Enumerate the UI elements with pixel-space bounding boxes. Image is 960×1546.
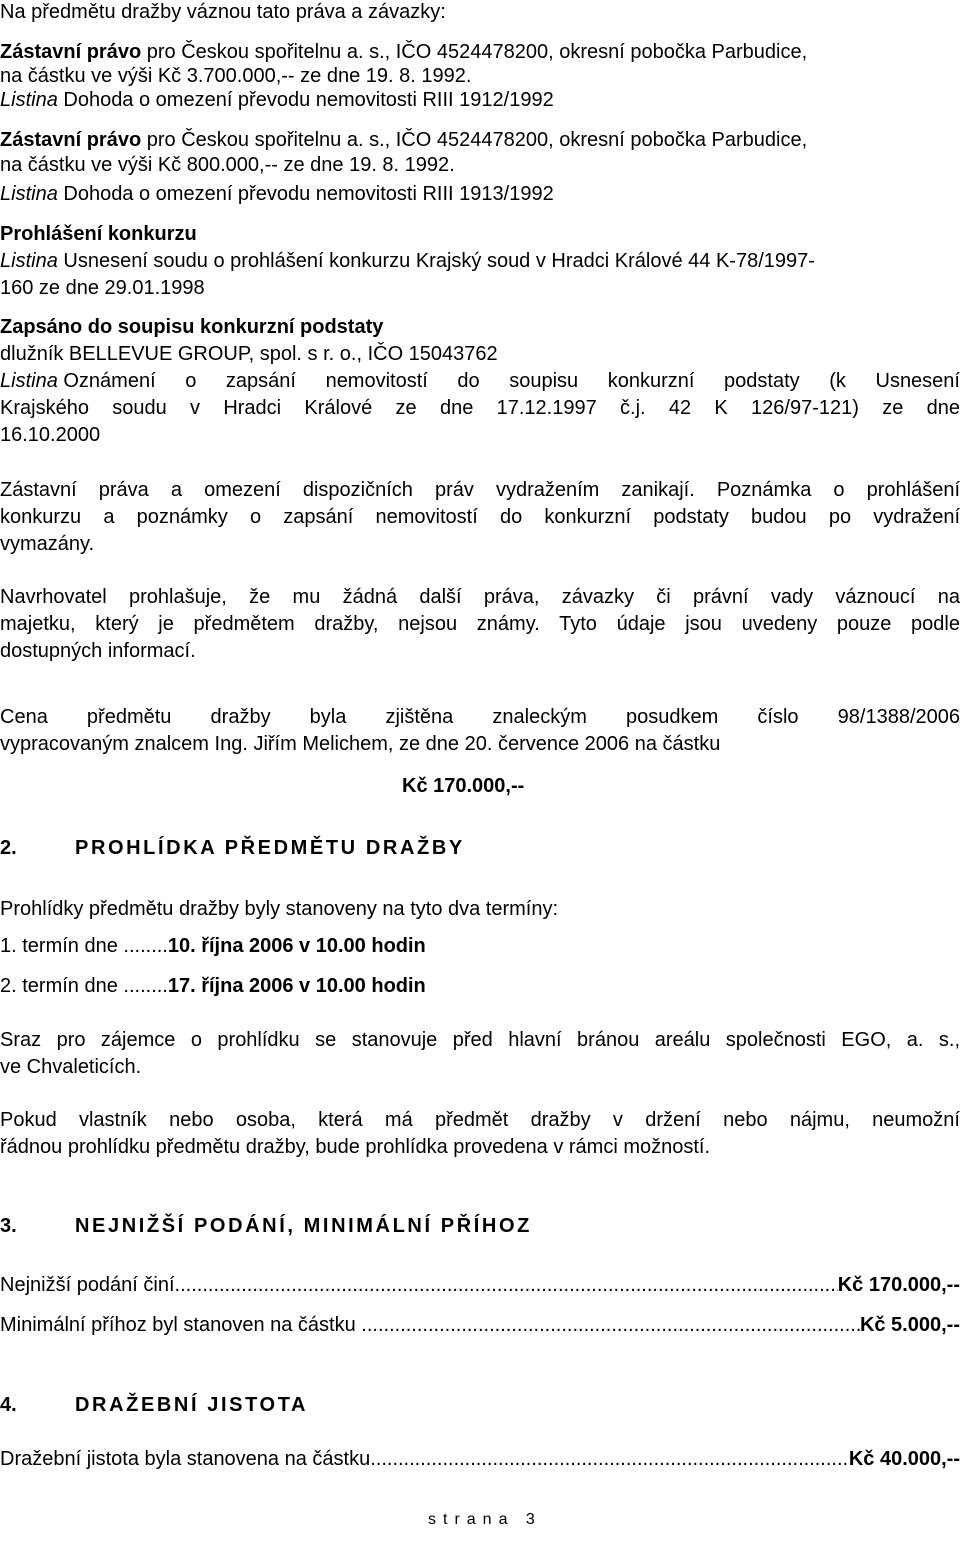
para-2-line-3: dostupných informací. xyxy=(0,640,196,662)
para-1-line-1: Zástavní práva a omezení dispozičních práv vydražením zanikají. Poznámka o prohlášení xyxy=(0,479,960,501)
estate-line-2: Krajského soudu v Hradci Králové ze dne 17.12.1997 č.j. 42 K 126/97-121) ze dne xyxy=(0,397,960,419)
bankruptcy-line-2: 160 ze dne 29.01.1998 xyxy=(0,277,205,299)
lien-2-label: Zástavní právo xyxy=(0,129,142,151)
lowest-bid-value: Kč 170.000,-- xyxy=(837,1274,960,1296)
para-3-line-2: vypracovaným znalcem Ing. Jiřím Melichem, ze dne 20. července 2006 na částku xyxy=(0,733,721,755)
estate-text-1: Oznámení o zapsání nemovitostí do soupisu konkurzní podstaty (k Usnesení xyxy=(63,370,960,392)
term-dots: ........ xyxy=(123,975,168,997)
section-title: DRAŽEBNÍ JISTOTA xyxy=(75,1394,309,1416)
listina-label: Listina xyxy=(0,89,58,111)
para-2-line-1: Navrhovatel prohlašuje, že mu žádná další práva, závazky či právní vady váznoucí na xyxy=(0,586,960,608)
estate-debtor: dlužník BELLEVUE GROUP, spol. s r. o., IČO 15043762 xyxy=(0,343,498,365)
listina-text: Dohoda o omezení převodu nemovitosti RIII 1913/1992 xyxy=(63,183,554,205)
lien-2-text: pro Českou spořitelnu a. s., IČO 4524478200, okresní pobočka Parbudice, xyxy=(146,129,808,151)
term-label: 2. termín dne xyxy=(0,975,118,997)
lien-1-label: Zástavní právo xyxy=(0,41,142,63)
lowest-bid-row xyxy=(0,1273,960,1297)
intro-text: Na předmětu dražby váznou tato práva a závazky: xyxy=(0,1,446,23)
bankruptcy-heading: Prohlášení konkurzu xyxy=(0,223,197,245)
lowest-bid-label: Nejnižší podání činí xyxy=(0,1274,175,1296)
estate-line-3: 16.10.2000 xyxy=(0,424,101,446)
lien-1-listina xyxy=(0,88,554,112)
para-2-line-2: majetku, který je předmětem dražby, nejsou známy. Tyto údaje jsou uvedeny pouze podle xyxy=(0,613,960,635)
deposit-value: Kč 40.000,-- xyxy=(848,1448,960,1470)
lien-2-line-1 xyxy=(0,128,807,152)
deposit-label: Dražební jistota byla stanovena na částku xyxy=(0,1448,371,1470)
meeting-line-2: ve Chvaleticích. xyxy=(0,1056,142,1078)
lien-2-line-2: na částku ve výši Kč 800.000,-- ze dne 19. 8. 1992. xyxy=(0,154,455,176)
estate-line-1 xyxy=(0,369,960,393)
lien-1-text: pro Českou spořitelnu a. s., IČO 4524478200, okresní pobočka Parbudice, xyxy=(146,41,808,63)
deposit-row xyxy=(0,1447,960,1471)
para-1-line-3: vymazány. xyxy=(0,533,95,555)
inspection-term-1 xyxy=(0,934,426,958)
term-label: 1. termín dne xyxy=(0,935,118,957)
leader-dots xyxy=(370,1447,849,1471)
bankruptcy-text-1: Usnesení soudu o prohlášení konkurzu Krajský soud v Hradci Králové 44 K-78/1997- xyxy=(63,250,815,272)
section-title: PROHLÍDKA PŘEDMĚTU DRAŽBY xyxy=(75,837,465,859)
para-1-line-2: konkurzu a poznámky o zapsání nemovitostí do konkurzní podstaty budou po vydražení xyxy=(0,506,960,528)
term-value: 10. října 2006 v 10.00 hodin xyxy=(167,935,426,957)
section-number: 4. xyxy=(0,1394,17,1416)
inspection-term-2 xyxy=(0,974,426,998)
section-number: 3. xyxy=(0,1215,17,1237)
note-line-1: Pokud vlastník nebo osoba, která má předmět dražby v držení nebo nájmu, neumožní xyxy=(0,1109,960,1131)
term-value: 17. října 2006 v 10.00 hodin xyxy=(167,975,426,997)
lien-1-line-1 xyxy=(0,40,807,64)
listina-text: Dohoda o omezení převodu nemovitosti RIII 1912/1992 xyxy=(63,89,554,111)
para-3-line-1: Cena předmětu dražby byla zjištěna znaleckým posudkem číslo 98/1388/2006 xyxy=(0,706,960,728)
section-3-heading xyxy=(0,1214,532,1238)
listina-label: Listina xyxy=(0,183,58,205)
note-line-2: řádnou prohlídku předmětu dražby, bude prohlídka provedena v rámci možností. xyxy=(0,1136,711,1158)
min-increment-value: Kč 5.000,-- xyxy=(859,1314,960,1336)
section-number: 2. xyxy=(0,837,17,859)
listina-label: Listina xyxy=(0,250,58,272)
meeting-line-1: Sraz pro zájemce o prohlídku se stanovuje před hlavní bránou areálu společnosti EGO, a. s., xyxy=(0,1029,960,1051)
leader-dots xyxy=(361,1313,860,1337)
price-amount: Kč 170.000,-- xyxy=(402,775,525,797)
leader-dots xyxy=(175,1273,838,1297)
section-title: NEJNIŽŠÍ PODÁNÍ, MINIMÁLNÍ PŘÍHOZ xyxy=(75,1215,532,1237)
min-increment-label: Minimální příhoz byl stanoven na částku xyxy=(0,1314,356,1336)
inspection-intro: Prohlídky předmětu dražby byly stanoveny na tyto dva termíny: xyxy=(0,898,559,920)
listina-label: Listina xyxy=(0,370,58,392)
bankruptcy-line-1 xyxy=(0,249,815,273)
section-2-heading xyxy=(0,836,465,860)
min-increment-row xyxy=(0,1313,960,1337)
term-dots: ........ xyxy=(123,935,168,957)
section-4-heading xyxy=(0,1393,308,1417)
estate-heading: Zapsáno do soupisu konkurzní podstaty xyxy=(0,316,384,338)
lien-2-listina xyxy=(0,182,554,206)
page-number: strana 3 xyxy=(428,1511,542,1528)
lien-1-line-2: na částku ve výši Kč 3.700.000,-- ze dne 19. 8. 1992. xyxy=(0,65,472,87)
